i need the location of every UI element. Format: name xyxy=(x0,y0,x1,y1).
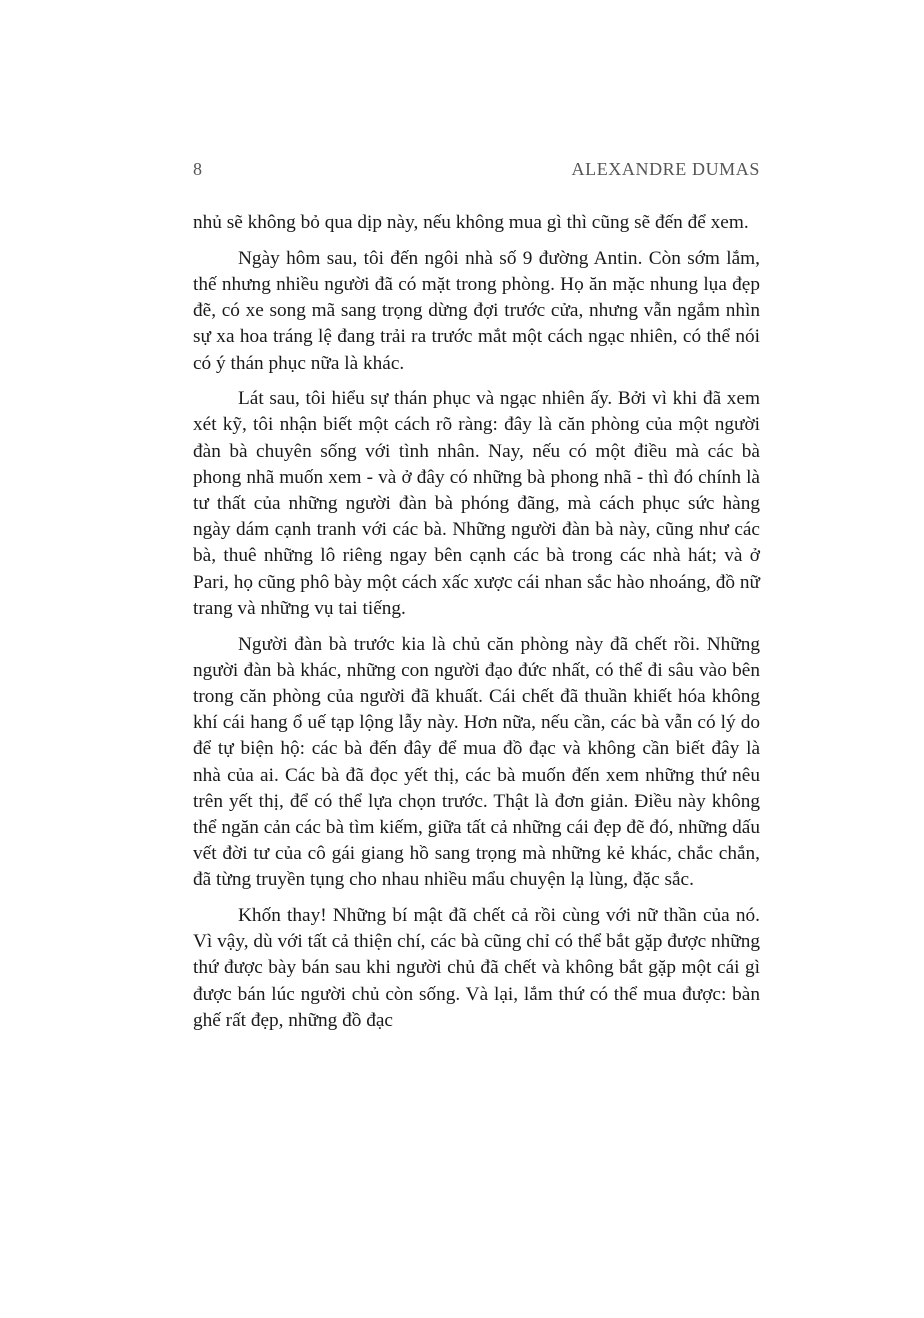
paragraph: Ngày hôm sau, tôi đến ngôi nhà số 9 đường Antin. Còn sớm lắm, thế nhưng nhiều người đã có mặt trong phòng. Họ ăn mặc nhung lụa đẹp đẽ, có xe song mã sang trọng dừng đợi trước cửa, nhưng vẫn ngắm nhìn sự xa hoa tráng lệ đang trải ra trước mắt một cách ngạc nhiên, có thể nói có ý thán phục nữa là khác. xyxy=(193,247,760,374)
running-title: ALEXANDRE DUMAS xyxy=(571,159,760,179)
body-text xyxy=(193,210,760,1044)
paragraph: Khốn thay! Những bí mật đã chết cả rồi cùng với nữ thần của nó. Vì vậy, dù với tất cả thiện chí, các bà cũng chỉ có thể bắt gặp được những thứ được bày bán sau khi người chủ đã chết và không bắt gặp một cái gì được bán lúc người chủ còn sống. Và lại, lắm thứ có thể mua được: bàn ghế rất đẹp, những đồ đạc xyxy=(193,905,760,1031)
paragraph: Người đàn bà trước kia là chủ căn phòng này đã chết rồi. Những người đàn bà khác, những con người đạo đức nhất, có thể đi sâu vào bên trong căn phòng của người đã khuất. Cái chết đã thuần khiết hóa không khí cái hang ổ uế tạp lộng lẫy này. Hơn nữa, nếu cần, các bà vẫn có lý do để tự biện hộ: các bà đến đây để mua đồ đạc và không cần biết đây là nhà của ai. Các bà đã đọc yết thị, các bà muốn đến xem những thứ nêu trên yết thị, để có thể lựa chọn trước. Thật là đơn giản. Điều này không thể ngăn cản các bà tìm kiếm, giữa tất cả những cái đẹp đẽ đó, những dấu vết đời tư của cô gái giang hồ sang trọng mà những kẻ khác, chắc chắn, đã từng truyền tụng cho nhau nhiều mẩu chuyện lạ lùng, đặc sắc. xyxy=(193,633,760,891)
page-number: 8 xyxy=(193,159,203,179)
paragraph: Lát sau, tôi hiểu sự thán phục và ngạc nhiên ấy. Bởi vì khi đã xem xét kỹ, tôi nhận biết một cách rõ ràng: đây là căn phòng của một người đàn bà chuyên sống với tình nhân. Nay, nếu có một điều mà các bà phong nhã muốn xem - và ở đây có những bà phong nhã - thì đó chính là tư thất của những người đàn bà phóng đãng, mà cách phục sức hàng ngày dám cạnh tranh với các bà. Những người đàn bà này, cũng như các bà, thuê những lô riêng ngay bên cạnh các bà trong các nhà hát; và ở Pari, họ cũng phô bày một cách xấc xược cái nhan sắc hào nhoáng, đồ nữ trang và những vụ tai tiếng. xyxy=(193,388,760,619)
paragraph-continued: nhủ sẽ không bỏ qua dịp này, nếu không mua gì thì cũng sẽ đến để xem. xyxy=(193,212,749,233)
page-header xyxy=(193,159,760,185)
